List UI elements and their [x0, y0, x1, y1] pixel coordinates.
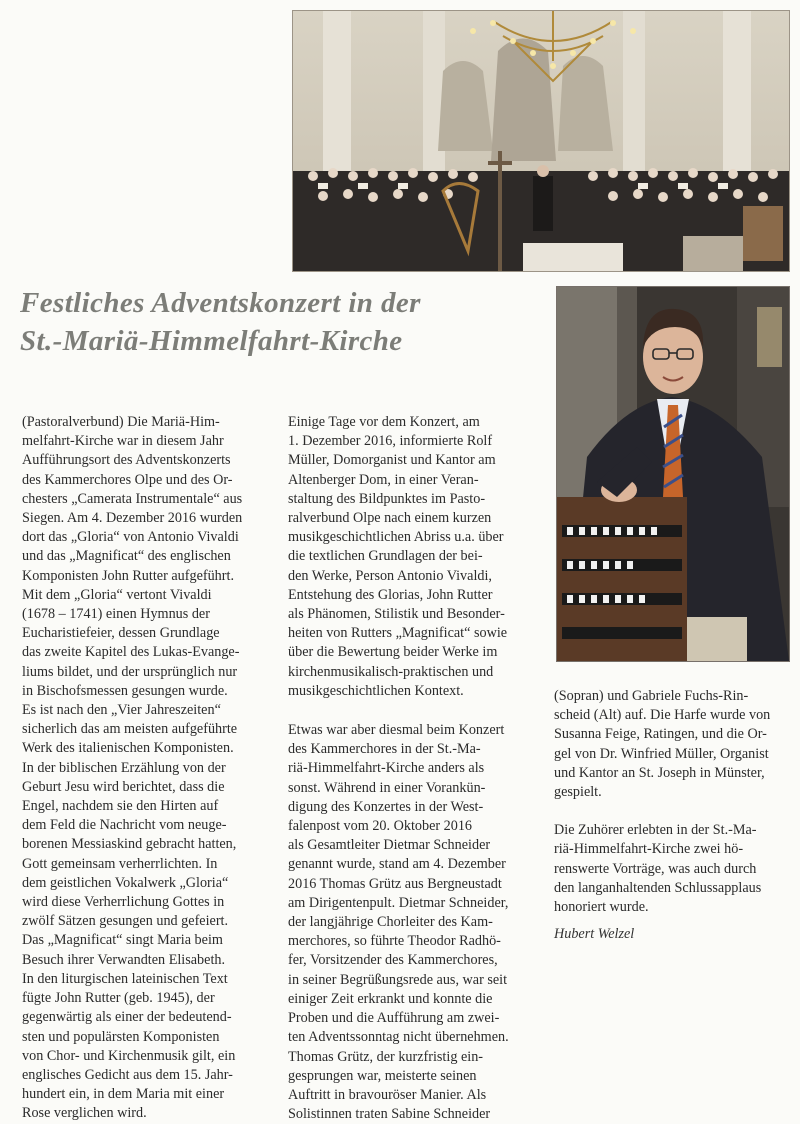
body-paragraph: Die Zuhörer erlebten in der St.-Ma- riä-Himmelfahrt-Kirche zwei hö- renswerte Vorträge, was auch durch den langanhaltenden Schlussapplaus honoriert wurde. [554, 822, 762, 916]
body-paragraph: Etwas war aber diesmal beim Konzert des Kammerchores in der St.-Ma- riä-Himmelfahrt-Kirche anders als sonst. Während in einer Vorankün- digung des Konzertes in der West- falenpost vom 20. Oktober 2016 als Gesamtleiter Dietmar Schneider genannt wurde, stand am 4. Dezember 2016 Thomas Grütz aus Bergneustadt am Dirigentenpult. Dietmar Schneider, der langjährige Chorleiter des Kam- merchores, so führte Theodor Radhö- fer, Vorsitzender des Kammerchores, in seiner Begrüßungsrede aus, war seit einiger Zeit erkrankt und konnte die Proben und die Aufführung am zwei- ten Adventssonntag nicht übernehmen. Thomas Grütz, der kurzfristig ein- gesprungen war, meisterte seinen Auftritt in bravouröser Manier. Als Solistinnen traten Sabine Schneider [288, 722, 509, 1123]
article-title-line-1: Festliches Adventskonzert in der [20, 287, 421, 319]
article-title-line-2: St.-Mariä-Himmelfahrt-Kirche [20, 325, 403, 357]
author-byline: Hubert Welzel [554, 926, 635, 942]
article-column-3 [554, 687, 790, 917]
body-paragraph: Einige Tage vor dem Konzert, am 1. Dezember 2016, informierte Rolf Müller, Domorganist und Kantor am Altenberger Dom, in einer Veran- staltung des Bildpunktes im Pasto- ralverbund Olpe nach einem kurzen musikgeschichtlichen Abriss u.a. über die textlichen Grundlagen der bei- den Werke, Person Antonio Vivaldi, Entstehung des Glorias, John Rutter als Phänomen, Stilistik und Besonder- heiten von Rutters „Magnificat“ sowie über die Bewertung beider Werke im kirchenmusikalisch-praktischen und musikgeschichtlichen Kontext. [288, 414, 508, 699]
body-paragraph: (Pastoralverbund) Die Mariä-Him- melfahrt-Kirche war in diesem Jahr Aufführungsort des Adventskonzerts des Kammerchores Olpe und des Or- chesters „Camerata Instrumentale“ aus Siegen. Am 4. Dezember 2016 wurden dort das „Gloria“ von Antonio Vivaldi und das „Magnificat“ des englischen Komponisten John Rutter aufgeführt. Mit dem „Gloria“ vertont Vivaldi (1678 – 1741) einen Hymnus der Eucharistiefeier, dessen Grundlage das zweite Kapitel des Lukas-Evange- liums bildet, und der ursprünglich nur in Bischofsmessen gesungen wurde. Es ist nach den „Vier Jahreszeiten“ sicherlich das am meisten aufgeführte Werk des italienischen Komponisten. In der biblischen Erzählung von der Geburt Jesu wird berichtet, dass die Engel, nachdem sie den Hirten auf dem Feld die Nachricht vom neuge- borenen Messiaskind gebracht hatten, Gott gemeinsam verherrlichten. In dem geistlichen Vokalwerk „Gloria“ wird diese Verherrlichung Gottes in zwölf Sätzen gesungen und gefeiert. Das „Magnificat“ singt Maria beim Besuch ihrer Verwandten Elisabeth. In den liturgischen lateinischen Text fügte John Rutter (geb. 1945), der gegenwärtig als einer der bedeutend- sten und populärsten Komponisten von Chor- und Kirchenmusik gilt, ein englisches Gedicht aus dem 15. Jahr- hundert ein, in dem Maria mit einer Rose verglichen wird. [22, 414, 243, 1122]
article-column-1 [22, 413, 272, 1124]
concert-photo [292, 10, 790, 272]
body-paragraph: (Sopran) und Gabriele Fuchs-Rin- scheid (Alt) auf. Die Harfe wurde von Susanna Feige, Ratingen, und die Or- gel von Dr. Winfried Müller, Organist und Kantor an St. Joseph in Münster, gespielt. [554, 688, 771, 801]
article-column-2 [288, 413, 538, 1124]
portrait-photo [556, 286, 790, 662]
